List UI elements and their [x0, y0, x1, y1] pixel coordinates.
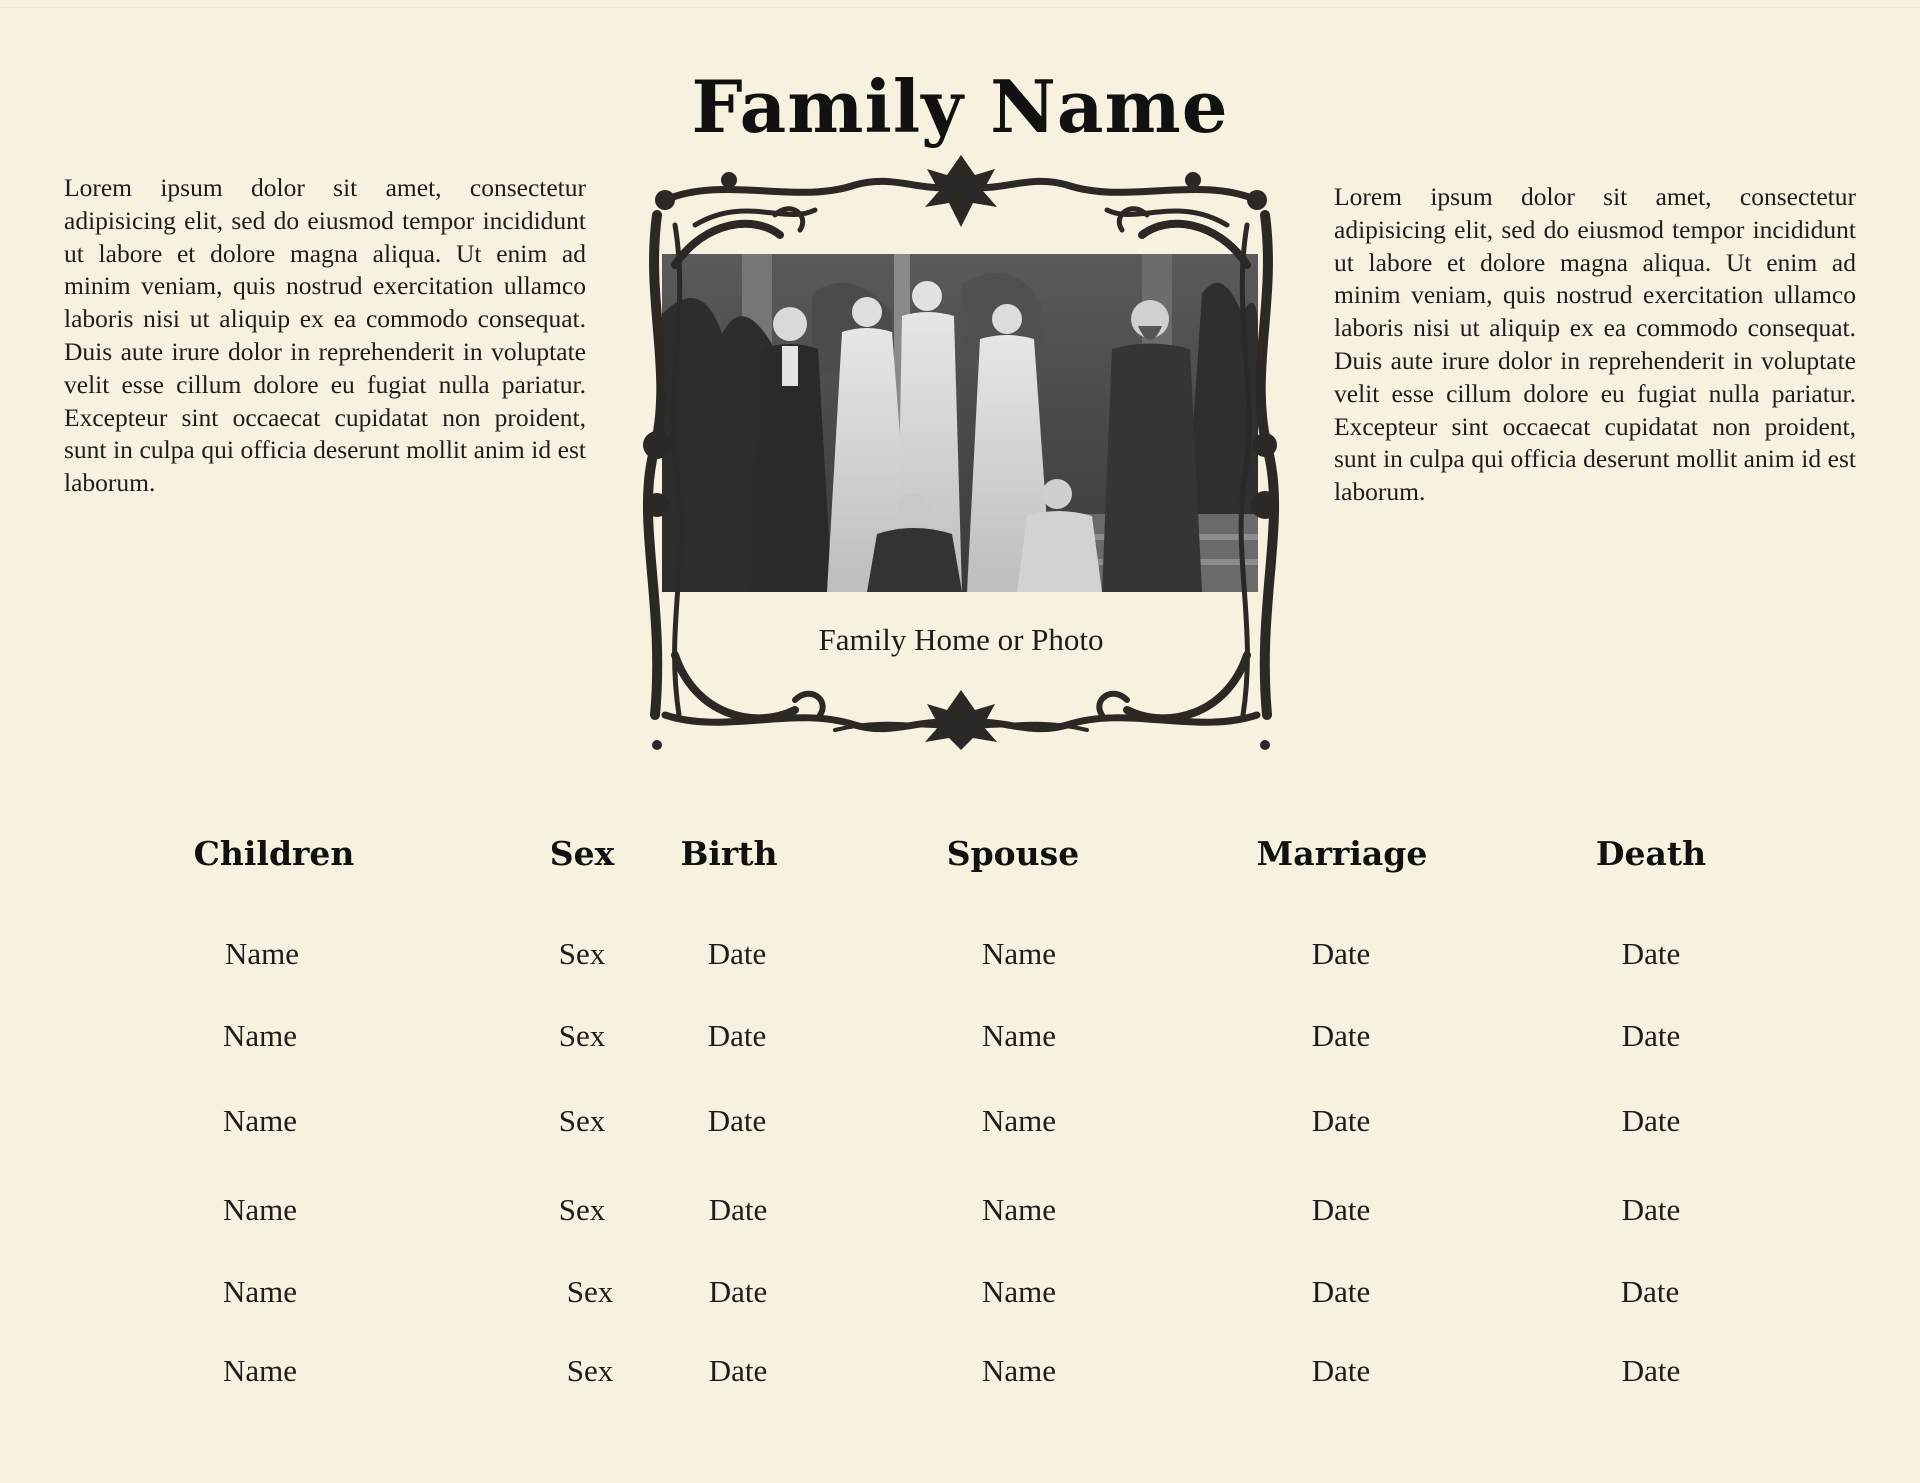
top-divider	[0, 7, 1920, 8]
row-6-sex: Sex	[566, 1353, 614, 1388]
row-3-birth: Date	[707, 1103, 767, 1138]
row-6-marriage: Date	[1311, 1353, 1371, 1388]
ornamental-frame	[635, 155, 1287, 750]
row-5-children: Name	[222, 1274, 298, 1309]
row-4-children: Name	[222, 1192, 298, 1227]
row-5-death: Date	[1620, 1274, 1680, 1309]
row-4-death: Date	[1621, 1192, 1681, 1227]
row-2-children: Name	[222, 1018, 298, 1053]
row-1-sex: Sex	[558, 936, 606, 971]
row-2-death: Date	[1621, 1018, 1681, 1053]
row-1-birth: Date	[707, 936, 767, 971]
row-6-children: Name	[222, 1353, 298, 1388]
header-marriage: Marriage	[1256, 834, 1428, 873]
intro-paragraph-left: Lorem ipsum dolor sit amet, consectetur adipisicing elit, sed do eiusmod tempor incididunt ut labore et dolore magna aliqua. Ut enim ad minim veniam, quis nostrud exercitation ullamco laboris nisi ut aliquip ex ea commodo consequat. Duis aute irure dolor in reprehenderit in voluptate velit esse cillum dolore eu fugiat nulla pariatur. Excepteur sint occaecat cupidatat non proident, sunt in culpa qui officia deserunt mollit anim id est laborum.	[64, 173, 586, 498]
photo-caption: Family Home or Photo	[818, 622, 1104, 657]
header-birth: Birth	[680, 834, 778, 873]
row-6-spouse: Name	[981, 1353, 1057, 1388]
row-5-birth: Date	[708, 1274, 768, 1309]
row-3-marriage: Date	[1311, 1103, 1371, 1138]
intro-paragraph-right: Lorem ipsum dolor sit amet, consectetur adipisicing elit, sed do eiusmod tempor incididunt ut labore et dolore magna aliqua. Ut enim ad minim veniam, quis nostrud exercitation ullamco laboris nisi ut aliquip ex ea commodo consequat. Duis aute irure dolor in reprehenderit in voluptate velit esse cillum dolore eu fugiat nulla pariatur. Excepteur sint occaecat cupidatat non proident, sunt in culpa qui officia deserunt mollit anim id est laborum.	[1334, 182, 1856, 507]
row-1-children: Name	[224, 936, 300, 971]
row-4-marriage: Date	[1311, 1192, 1371, 1227]
row-1-marriage: Date	[1311, 936, 1371, 971]
row-6-birth: Date	[708, 1353, 768, 1388]
row-4-spouse: Name	[981, 1192, 1057, 1227]
row-2-marriage: Date	[1311, 1018, 1371, 1053]
row-5-sex: Sex	[566, 1274, 614, 1309]
header-sex: Sex	[549, 834, 615, 873]
row-4-sex: Sex	[558, 1192, 606, 1227]
header-death: Death	[1595, 834, 1707, 873]
row-2-spouse: Name	[981, 1018, 1057, 1053]
row-5-spouse: Name	[981, 1274, 1057, 1309]
row-4-birth: Date	[708, 1192, 768, 1227]
row-2-birth: Date	[707, 1018, 767, 1053]
row-3-children: Name	[222, 1103, 298, 1138]
row-1-spouse: Name	[981, 936, 1057, 971]
row-2-sex: Sex	[558, 1018, 606, 1053]
page-title: Family Name	[691, 64, 1229, 149]
row-3-sex: Sex	[558, 1103, 606, 1138]
row-3-spouse: Name	[981, 1103, 1057, 1138]
row-5-marriage: Date	[1311, 1274, 1371, 1309]
row-3-death: Date	[1621, 1103, 1681, 1138]
header-spouse: Spouse	[946, 834, 1080, 873]
header-children: Children	[193, 834, 355, 873]
row-1-death: Date	[1621, 936, 1681, 971]
row-6-death: Date	[1621, 1353, 1681, 1388]
